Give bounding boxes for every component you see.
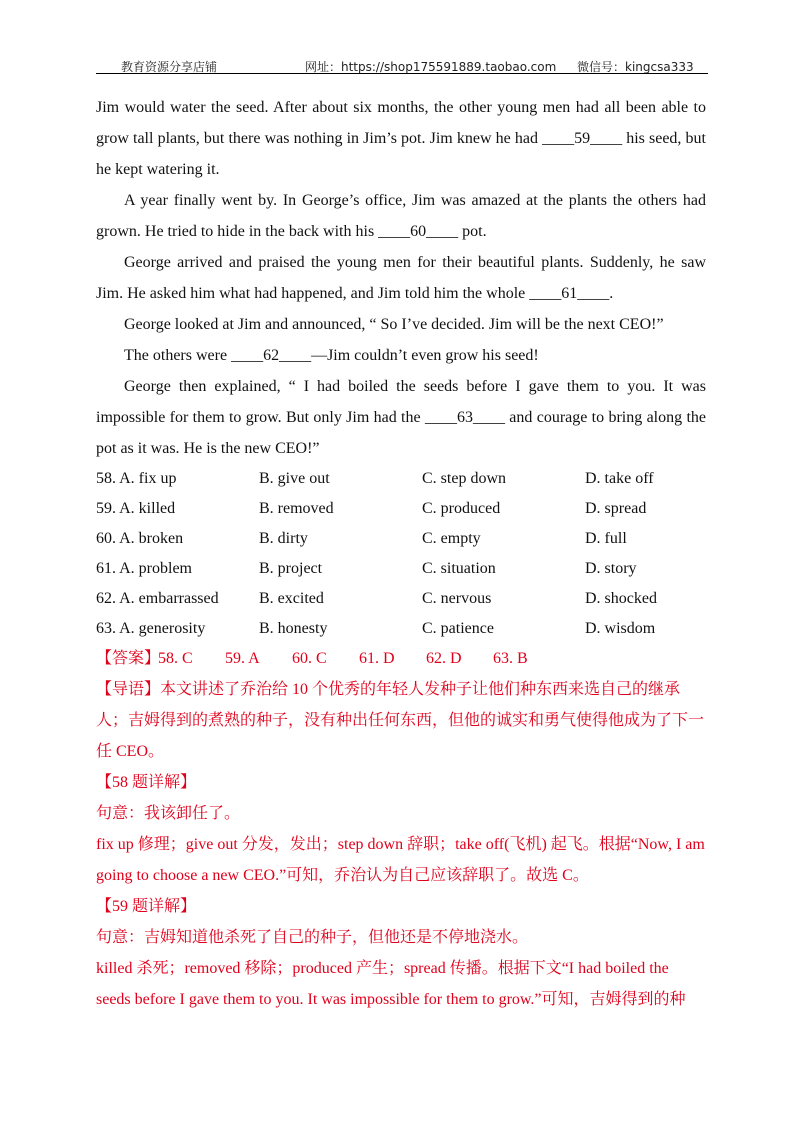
option-a: 62. A. embarrassed (96, 590, 219, 607)
q59-explanation: killed 杀死；removed 移除；produced 产生；spread 传播。根据下文“I had boiled the seeds before I gave them to you. It was impossible for them to grow.”可知，吉姆得到的种 (96, 960, 686, 1008)
option-d: D. story (585, 560, 637, 577)
option-c: C. situation (422, 560, 496, 577)
question-row (96, 614, 706, 644)
option-b: B. honesty (259, 620, 328, 637)
passage-paragraph: The others were ____62____—Jim couldn’t even grow his seed! (124, 347, 539, 364)
option-c: C. nervous (422, 590, 492, 607)
question-row (96, 524, 706, 554)
passage-paragraph: George arrived and praised the young men for their beautiful plants. Suddenly, he saw Jim. He asked him what had happened, and Jim told him the whole ____61____. (96, 254, 706, 302)
document-body (96, 92, 706, 1015)
answer-item: 61. D (359, 650, 395, 667)
answer-key (96, 644, 706, 674)
option-c: C. step down (422, 470, 506, 487)
option-b: B. give out (259, 470, 330, 487)
option-b: B. project (259, 560, 323, 577)
question-row (96, 464, 706, 494)
option-a: 59. A. killed (96, 500, 176, 517)
q58-explanation: fix up 修理；give out 分发，发出；step down 辞职；take off(飞机) 起飞。根据“Now, I am going to choose a new CEO.”可知，乔治认为自己应该辞职了。故选 C。 (96, 836, 705, 884)
q59-title: 【59 题详解】 (96, 898, 197, 915)
option-c: C. patience (422, 620, 494, 637)
header-wechat: 微信号：kingcsa333 (577, 60, 694, 74)
option-b: B. removed (259, 500, 334, 517)
q59-meaning: 句意：吉姆知道他杀死了自己的种子，但他还是不停地浇水。 (96, 929, 529, 946)
option-c: C. empty (422, 530, 481, 547)
header-url[interactable]: 网址：https://shop175591889.taobao.com (305, 60, 557, 74)
option-b: B. dirty (259, 530, 308, 547)
q58-title: 【58 题详解】 (96, 774, 197, 791)
header-shop-name: 教育资源分享店铺 (121, 60, 218, 74)
answer-item: 59. A (225, 650, 260, 667)
option-a: 61. A. problem (96, 560, 192, 577)
option-a: 60. A. broken (96, 530, 184, 547)
option-a: 63. A. generosity (96, 620, 206, 637)
header-divider (96, 73, 708, 74)
option-d: D. wisdom (585, 620, 656, 637)
passage-paragraph: A year finally went by. In George’s office, Jim was amazed at the plants the others had grown. He tried to hide in the back with his ____60____ pot. (96, 192, 706, 240)
option-c: C. produced (422, 500, 501, 517)
answer-label: 【答案】 (96, 650, 161, 667)
question-row (96, 584, 706, 614)
option-d: D. spread (585, 500, 647, 517)
q58-meaning: 句意：我该卸任了。 (96, 805, 241, 822)
option-a: 58. A. fix up (96, 470, 177, 487)
option-d: D. take off (585, 470, 654, 487)
option-b: B. excited (259, 590, 324, 607)
answer-item: 60. C (292, 650, 327, 667)
question-row (96, 494, 706, 524)
guide-text: 【导语】本文讲述了乔治给 10 个优秀的年轻人发种子让他们种东西来选自己的继承人；吉姆得到的煮熟的种子，没有种出任何东西，但他的诚实和勇气使得他成为了下一任 CEO。 (96, 681, 705, 760)
option-d: D. full (585, 530, 627, 547)
answer-item: 62. D (426, 650, 462, 667)
passage-paragraph: Jim would water the seed. After about six months, the other young men had all been able to grow tall plants, but there was nothing in Jim’s pot. Jim knew he had ____59____ his seed, but he kept watering it. (96, 99, 706, 178)
option-d: D. shocked (585, 590, 657, 607)
question-options (96, 464, 706, 644)
answer-item: 58. C (158, 650, 193, 667)
passage-paragraph: George then explained, “ I had boiled the seeds before I gave them to you. It was impossible for them to grow. But only Jim had the ____63____ and courage to bring along the pot as it was. He is the new CEO!” (96, 378, 706, 457)
answer-item: 63. B (493, 650, 528, 667)
passage-paragraph: George looked at Jim and announced, “ So I’ve decided. Jim will be the next CEO!” (124, 316, 664, 333)
question-row (96, 554, 706, 584)
